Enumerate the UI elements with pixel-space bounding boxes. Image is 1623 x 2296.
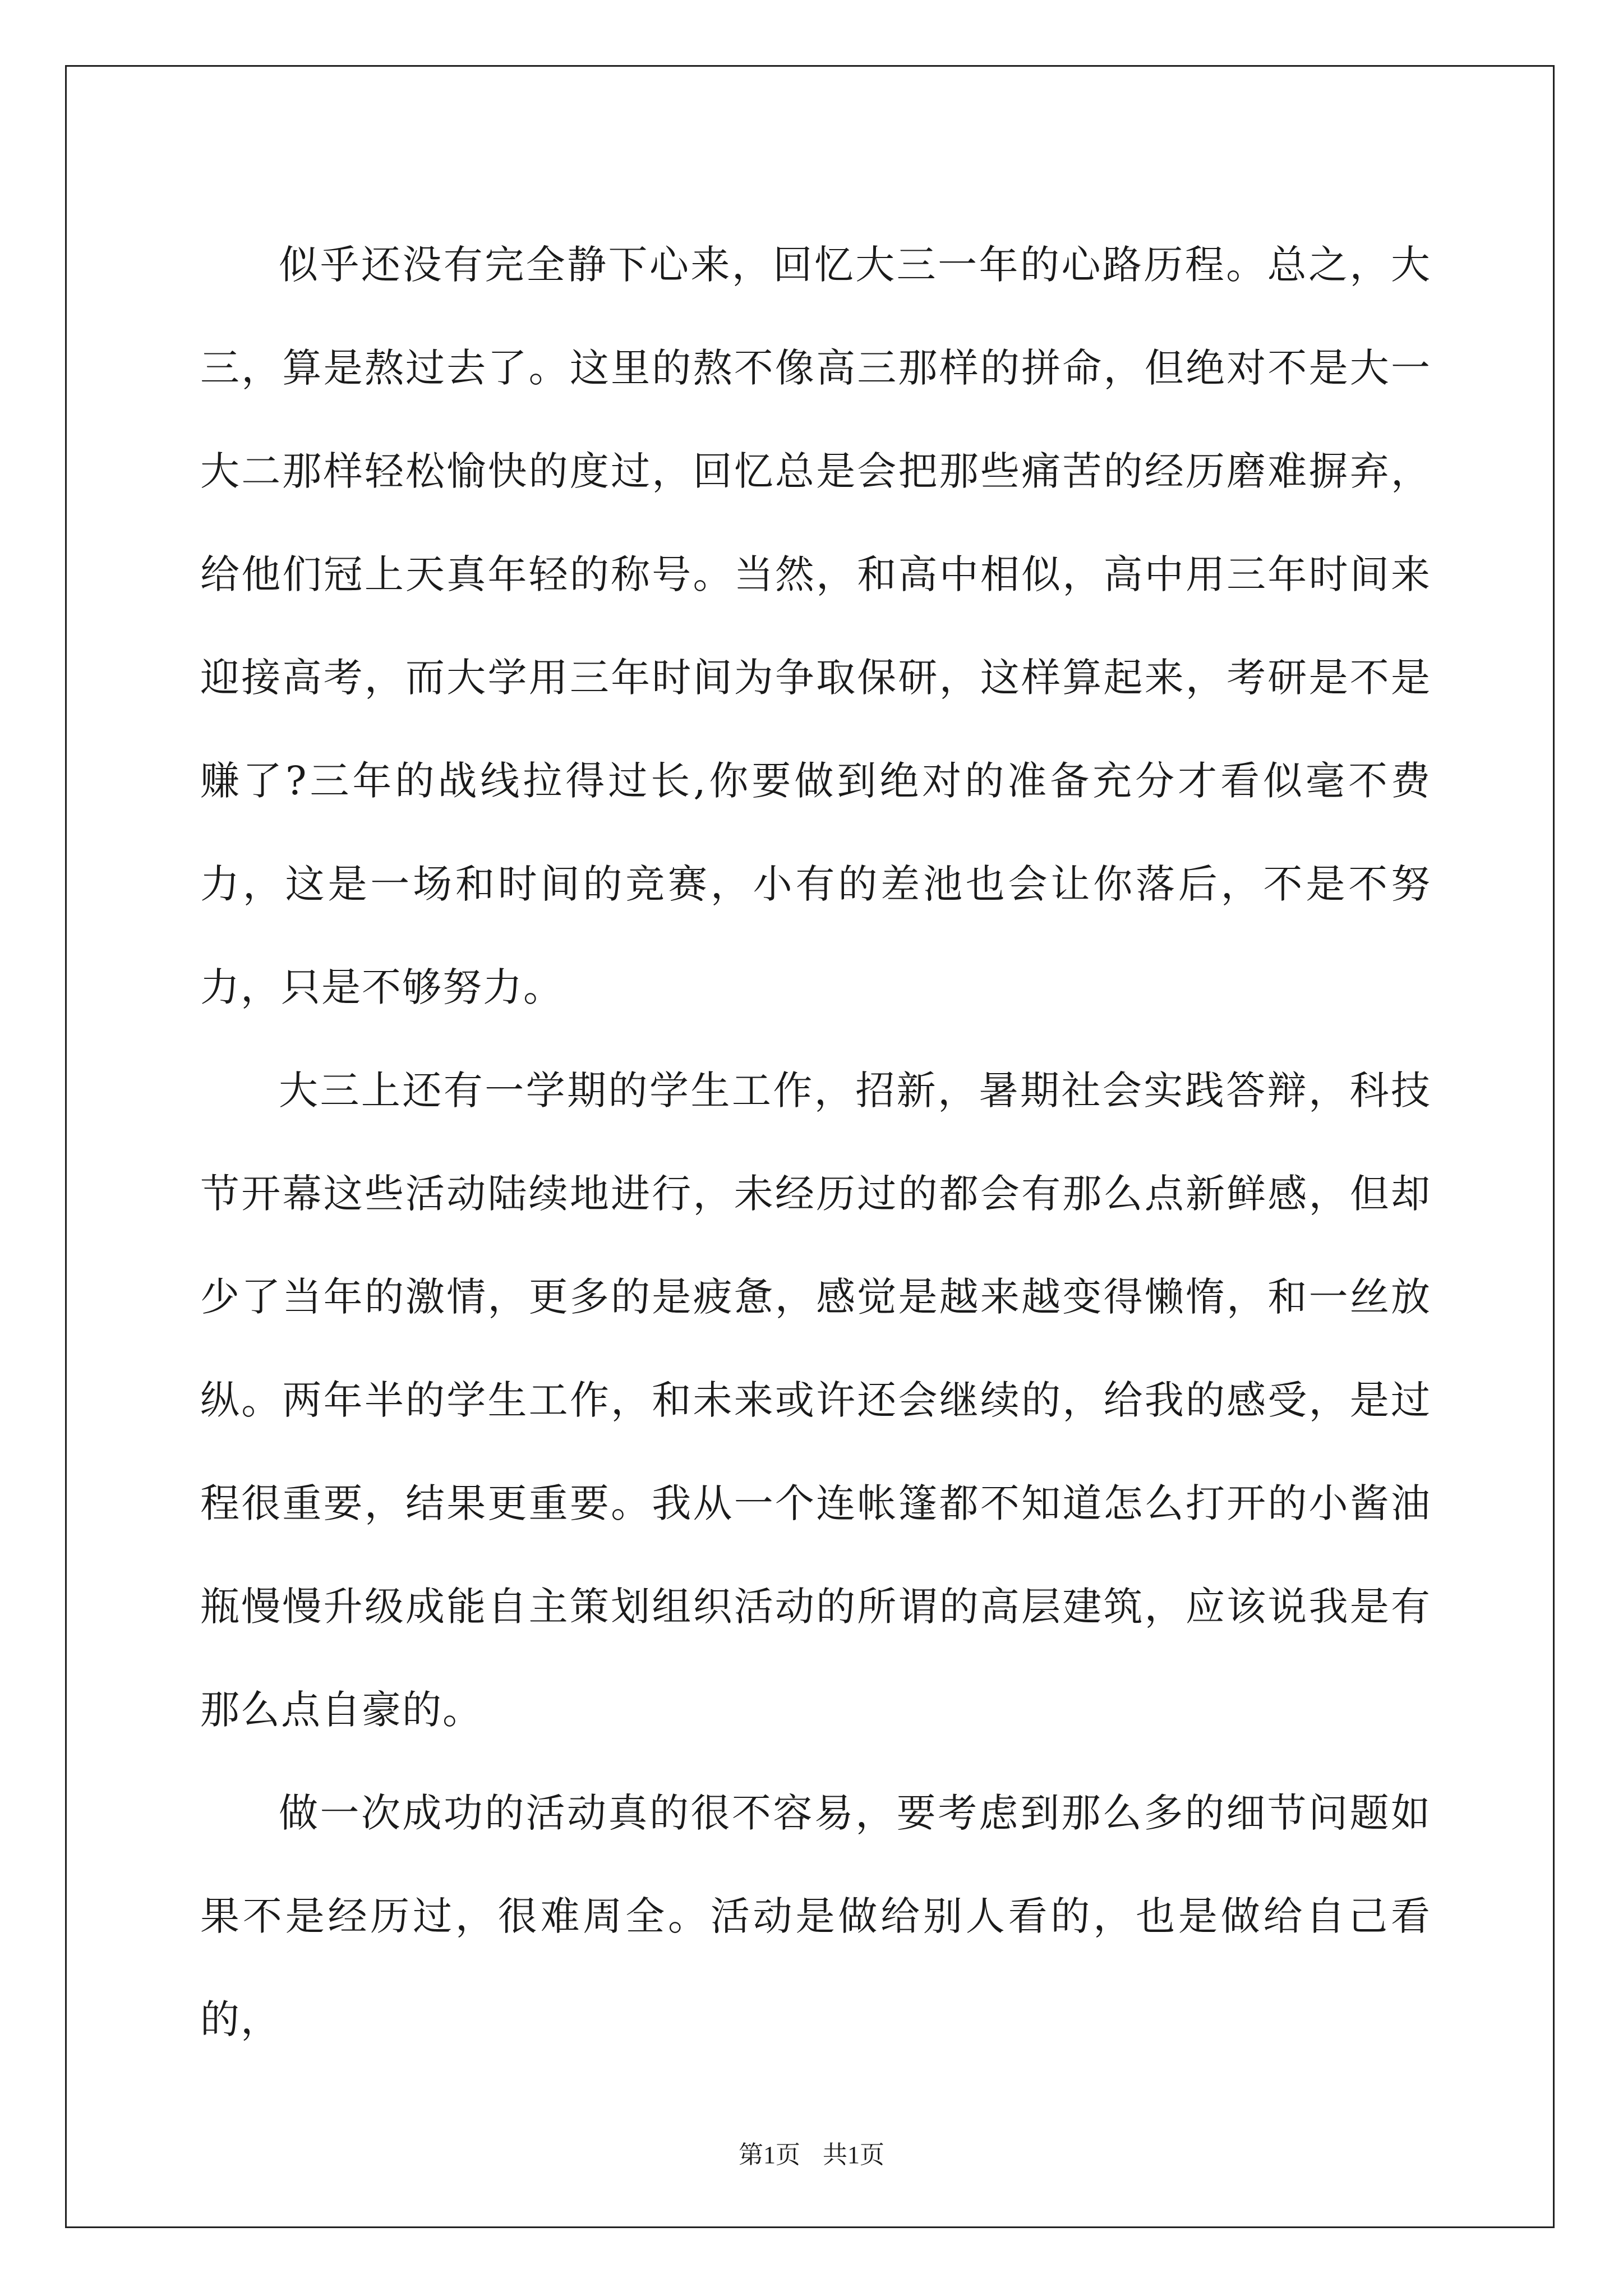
page-number: 第1页: [739, 2141, 800, 2169]
page-footer: [0, 2138, 1623, 2172]
document-body: [200, 213, 1431, 2071]
page-total: 共1页: [823, 2141, 884, 2169]
paragraph-2: 大三上还有一学期的学生工作，招新，暑期社会实践答辩，科技节开幕这些活动陆续地进行，未经历过的都会有那么点新鲜感，但却少了当年的激情，更多的是疲惫，感觉是越来越变得懒惰，和一丝放纵。两年半的学生工作，和未来或许还会继续的，给我的感受，是过程很重要，结果更重要。我从一个连帐篷都不知道怎么打开的小酱油瓶慢慢升级成能自主策划组织活动的所谓的高层建筑，应该说我是有那么点自豪的。: [200, 1068, 1431, 1733]
paragraph-3: 做一次成功的活动真的很不容易，要考虑到那么多的细节问题如果不是经历过，很难周全。活动是做给别人看的，也是做给自己看的，: [200, 1790, 1431, 2042]
paragraph-1: 似乎还没有完全静下心来，回忆大三一年的心路历程。总之，大三，算是熬过去了。这里的熬不像高三那样的拼命，但绝对不是大一大二那样轻松愉快的度过，回忆总是会把那些痛苦的经历磨难摒弃，给他们冠上天真年轻的称号。当然，和高中相似，高中用三年时间来迎接高考，而大学用三年时间为争取保研，这样算起来，考研是不是赚了?三年的战线拉得过长,你要做到绝对的准备充分才看似毫不费力，这是一场和时间的竞赛，小有的差池也会让你落后，不是不努力，只是不够努力。: [200, 242, 1431, 1010]
